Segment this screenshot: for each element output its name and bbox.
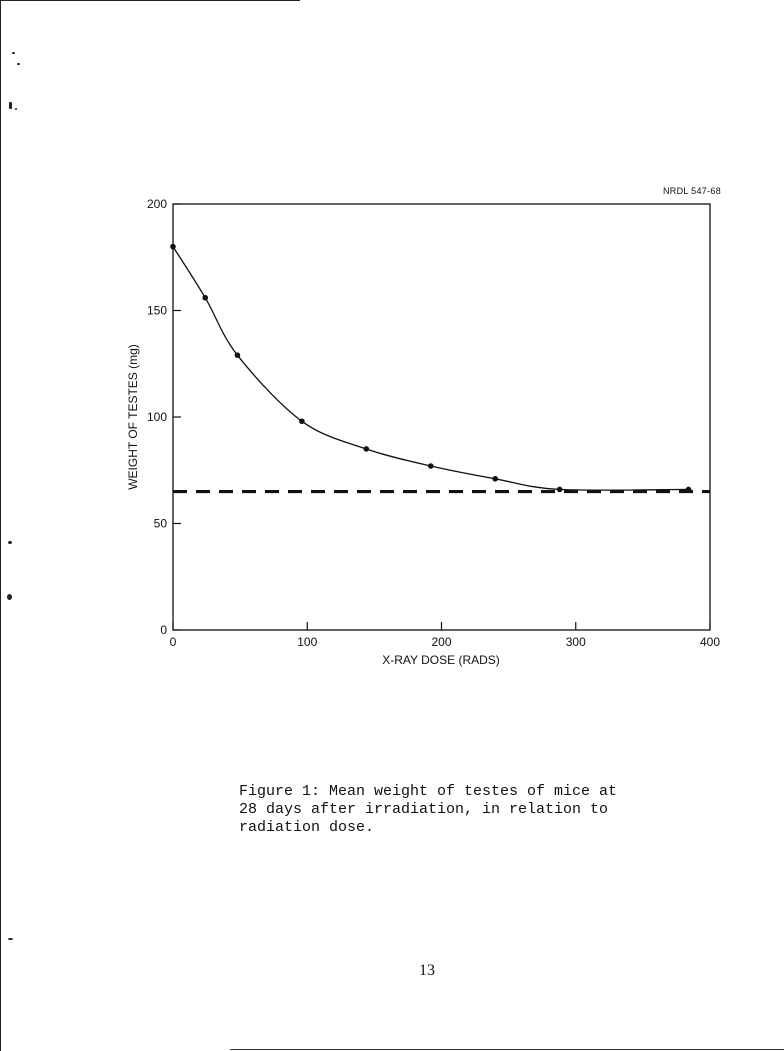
x-tick-label: 400	[699, 635, 721, 649]
x-tick-label: 100	[297, 635, 318, 649]
data-point	[428, 463, 434, 469]
data-point	[364, 446, 370, 452]
data-point	[557, 487, 563, 493]
y-tick-label: 0	[160, 623, 167, 637]
y-tick-label: 150	[146, 303, 167, 318]
x-axis-title: X-RAY DOSE (RADS)	[382, 653, 500, 667]
y-tick-label: 100	[146, 410, 167, 424]
x-tick-label: 300	[565, 635, 586, 649]
figure-code-label: NRDL 547-68	[663, 186, 721, 196]
y-tick-label: 50	[153, 516, 167, 531]
data-point	[170, 244, 176, 250]
y-tick-label: 200	[146, 197, 167, 211]
page-number: 13	[419, 962, 435, 979]
figure-caption: Figure 1: Mean weight of testes of mice at 28 days after irradiation, in relation to radiation dose.	[239, 783, 618, 836]
data-point	[492, 476, 498, 482]
data-point	[299, 418, 305, 424]
data-point	[235, 352, 241, 358]
x-tick-label: 200	[431, 635, 452, 649]
data-point	[202, 295, 208, 301]
y-axis-title: WEIGHT OF TESTES (mg)	[126, 344, 140, 490]
fitted-curve	[173, 247, 689, 491]
x-tick-label: 0	[169, 635, 177, 649]
plot-frame-border	[173, 204, 710, 630]
